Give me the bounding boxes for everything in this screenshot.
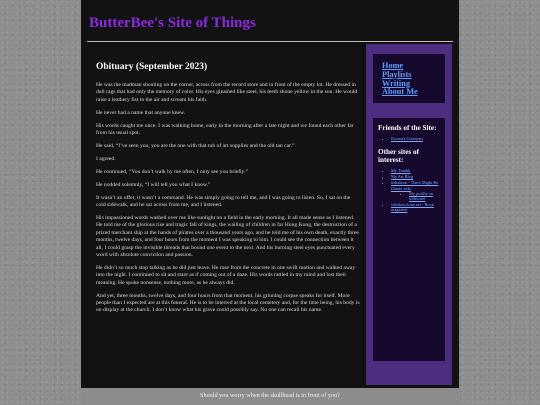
article-title: Obituary (September 2023): [96, 62, 208, 72]
links-panel: [373, 118, 445, 361]
nav-link-playlists[interactable]: Playlists: [382, 69, 412, 79]
article-paragraph: He continued, “You don’t walk by me often, I only see you briefly.”: [96, 168, 248, 175]
article-paragraph: His impassioned words washed over me like sunlight on a field in the early morning. It all made sense as I listened. He told me of the glorious rise and tragic fall of kings, the wailing of children in far Hong Kong, the destruction of a prized merchant ship at the hands of pirates over a thousand years ago, and he told me of his own death, exactly three months, twelve days, and four hours from the moment I was speaking to him. I could see the connection between it all, I could grasp the invisible threads that bound one event to the next. And his burning steel eyes punctuated every word with absolute conviction and passion.: [96, 214, 359, 258]
sidebar: [366, 44, 452, 385]
other-site-link[interactable]: My Tumblr: [391, 168, 411, 173]
list-item: [391, 136, 441, 141]
article-paragraph: He was the madman shouting on the corner, across from the record store and in front of the empty lot. He dressed in dull rags that had only the memory of color. His eyes gleamed like steel, his teeth shone yellow in the sun. He would raise a leathery fist in the air and scream his faith.: [96, 82, 358, 103]
article-paragraph: His words caught me once. I was walking home, early in the morning after a late night and we found each other far from his usual spot.: [96, 122, 354, 137]
other-sites-list: [378, 168, 441, 213]
article-paragraph: He never had a name that anyone knew.: [96, 109, 186, 116]
title-divider: [87, 41, 453, 42]
other-site-link[interactable]: My Art Blog: [391, 174, 413, 180]
site-title: ButterBee's Site of Things: [89, 15, 256, 31]
friends-list: [378, 136, 441, 141]
article-paragraph: He said, “I’ve seen you, you are the one with that tub of art supplies and the old tan car.”: [96, 142, 295, 149]
friend-link[interactable]: Koomi's Creations: [391, 136, 423, 142]
article-paragraph: He didn’t so much stop talking as he did just leave. He rose from the concrete in one swift motion and walked away into the night. I continued to sit and stare as if coming out of a daze. His words rattled in my mind and lost their meaning. He spoke nonsense, nothing more, as he always did.: [96, 264, 356, 286]
list-item: [409, 191, 441, 201]
other-site-link[interactable]: My profile on webw.net: [409, 190, 433, 202]
nav-link-writing[interactable]: Writing: [382, 78, 410, 88]
other-site-link[interactable]: whiskeyclone.net - Book magazine: [391, 202, 434, 213]
friends-heading: Friends of the Site:: [378, 124, 437, 133]
footer-text: Should you worry when the skullhead is in front of you?: [200, 392, 340, 399]
main-content: [96, 62, 360, 320]
nested-list: [391, 191, 441, 201]
nav-link-about-me[interactable]: About Me: [382, 87, 418, 97]
article-paragraph: I agreed.: [96, 155, 116, 162]
list-item: [391, 180, 441, 201]
list-item: [391, 174, 441, 179]
footer: [81, 388, 459, 405]
article-paragraph: And yet, three months, twelve days, and four hours from that moment, his grinning corpse speaks for itself. More people than I expected are at this funeral. He is to be interred at the local cemetery and, for the time being, his body is on display at the church. I don’t know what his grave could possibly say. No one can recall his name.: [96, 292, 360, 314]
list-item: [391, 202, 441, 212]
article-paragraph: It wasn’t an offer, it wasn’t a command. He was simply going to tell me, and I was going to listen. So, I sat on the cold sidewalk, and he sat across from me, and I listened.: [96, 194, 351, 208]
page-container: [81, 0, 459, 388]
other-sites-heading: Other sites of interest:: [378, 147, 419, 164]
other-site-link[interactable]: tedtalesat - There Might Be Giants wiki: [391, 180, 439, 191]
nav-link-home[interactable]: Home: [382, 61, 404, 70]
list-item: [391, 168, 441, 173]
article-paragraph: He nodded solemnly, “I will tell you what I know.”: [96, 181, 211, 188]
nav-menu: [373, 54, 445, 103]
